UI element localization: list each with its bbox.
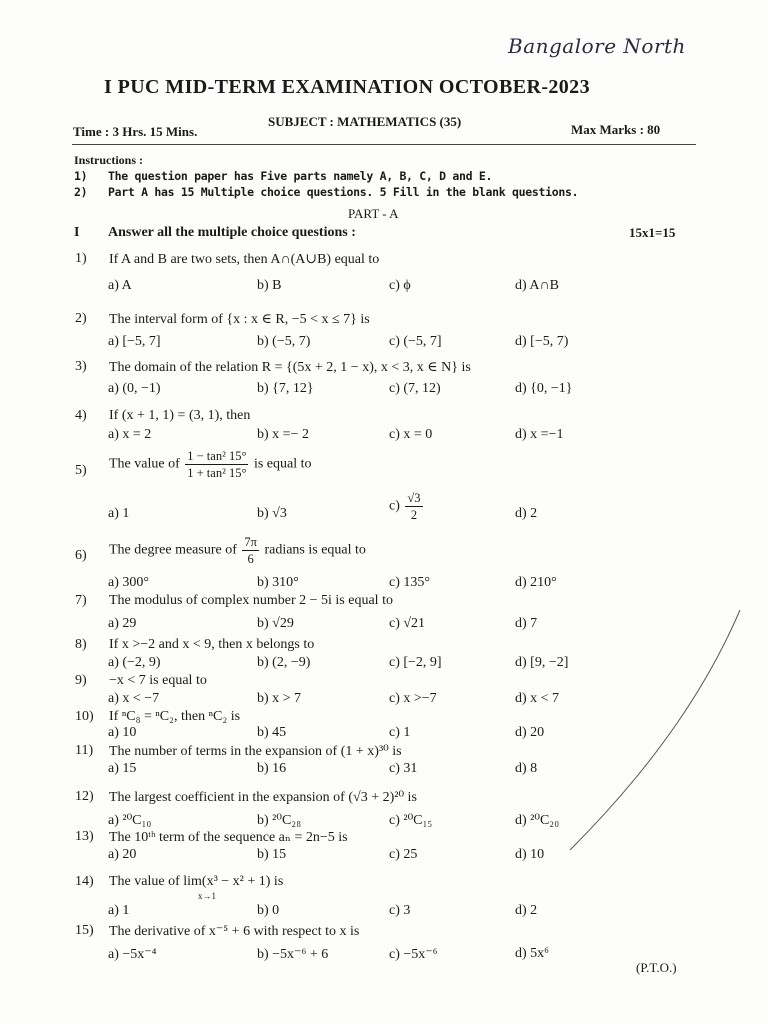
option-c: c) ²⁰C₁₅ — [389, 813, 433, 828]
question-text: If ⁿC₈ = ⁿC₂, then ⁿC₂ is — [109, 709, 241, 724]
option-c: c) √21 — [389, 616, 426, 631]
option-c: c) 3 — [389, 903, 411, 918]
section-marks: 15x1=15 — [629, 225, 676, 240]
max-marks: Max Marks : 80 — [571, 122, 661, 137]
question-text: The 10ᵗʰ term of the sequence aₙ = 2n−5 is — [109, 830, 348, 845]
option-b: b) B — [257, 278, 282, 293]
question-text: The largest coefficient in the expansion of (√3 + 2)²⁰ is — [109, 790, 417, 805]
question-text: If (x + 1, 1) = (3, 1), then — [109, 408, 251, 423]
option-d: d) 20 — [515, 725, 545, 740]
section-instruction: Answer all the multiple choice questions : — [108, 225, 356, 240]
question-number: 4) — [75, 408, 87, 423]
limit-subscript: x→1 — [198, 891, 216, 901]
option-d: d) A∩B — [515, 278, 559, 293]
instructions-heading: Instructions : — [74, 153, 144, 167]
option-d: d) ²⁰C₂₀ — [515, 813, 560, 828]
fraction — [405, 490, 422, 523]
option-d: d) 7 — [515, 616, 538, 631]
option-b: b) ²⁰C₂₈ — [257, 813, 302, 828]
question-text-post: radians is equal to — [264, 542, 366, 558]
option-c — [389, 490, 425, 523]
question-text: The value of lim(x³ − x² + 1) is — [109, 874, 284, 889]
option-a: a) [−5, 7] — [108, 334, 161, 349]
question-number: 9) — [75, 673, 87, 688]
option-c: c) 135° — [389, 575, 430, 590]
option-b: b) −5x⁻⁶ + 6 — [257, 947, 329, 962]
option-d: d) 10 — [515, 847, 545, 862]
option-c-label: c) — [389, 498, 400, 514]
pto-note: (P.T.O.) — [636, 960, 677, 975]
option-b: b) √3 — [257, 506, 287, 521]
option-b: b) √29 — [257, 616, 294, 631]
option-a: a) 20 — [108, 847, 137, 862]
question-text — [109, 534, 366, 567]
option-b: b) x > 7 — [257, 691, 302, 706]
option-b: b) 15 — [257, 847, 287, 862]
option-c: c) (−5, 7] — [389, 334, 442, 349]
part-label: PART - A — [348, 206, 399, 221]
option-d: d) [−5, 7) — [515, 334, 569, 349]
question-number: 7) — [75, 593, 87, 608]
header-divider — [72, 144, 696, 145]
option-c: c) −5x⁻⁶ — [389, 947, 438, 962]
question-text: If A and B are two sets, then A∩(A∪B) equal to — [109, 252, 380, 267]
exam-subject: SUBJECT : MATHEMATICS (35) — [268, 114, 462, 129]
fraction — [242, 534, 259, 567]
question-number: 15) — [75, 923, 94, 938]
question-text-pre: The degree measure of — [109, 542, 237, 558]
question-text-post: is equal to — [253, 456, 312, 472]
option-a: a) (−2, 9) — [108, 655, 161, 670]
question-number: 14) — [75, 874, 94, 889]
option-c: c) x >−7 — [389, 691, 437, 706]
question-text: The derivative of x⁻⁵ + 6 with respect to x is — [109, 924, 360, 939]
option-c: c) 31 — [389, 761, 418, 776]
instruction-item — [74, 169, 492, 183]
option-d: d) 2 — [515, 506, 538, 521]
option-a: a) 10 — [108, 725, 137, 740]
instruction-text: The question paper has Five parts namely A, B, C, D and E. — [108, 169, 493, 183]
question-text-pre: The value of — [109, 456, 180, 472]
question-text: The domain of the relation R = {(5x + 2, 1 − x), x < 3, x ∈ N} is — [109, 360, 471, 375]
question-text: The modulus of complex number 2 − 5i is equal to — [109, 593, 393, 608]
option-a: a) x < −7 — [108, 691, 160, 706]
option-d: d) [9, −2] — [515, 655, 569, 670]
question-number: 6) — [75, 548, 87, 563]
option-c: c) ϕ — [389, 278, 411, 293]
option-d: d) 210° — [515, 575, 557, 590]
option-a: a) (0, −1) — [108, 381, 161, 396]
instruction-item — [74, 185, 578, 199]
fraction-denominator: 1 + tan² 15° — [187, 466, 247, 480]
question-number: 11) — [75, 743, 94, 758]
option-b: b) (−5, 7) — [257, 334, 311, 349]
option-d: d) 2 — [515, 903, 538, 918]
question-number: 2) — [75, 311, 87, 326]
option-b: b) 45 — [257, 725, 287, 740]
instruction-text: Part A has 15 Multiple choice questions. 5 Fill in the blank questions. — [108, 185, 579, 199]
fraction-denominator: 6 — [247, 552, 254, 566]
option-b: b) x =− 2 — [257, 427, 309, 442]
handwritten-note: Bangalore North — [508, 34, 686, 58]
question-text: The interval form of {x : x ∈ R, −5 < x ≤ 7} is — [109, 312, 370, 327]
option-c: c) x = 0 — [389, 427, 433, 442]
section-number: I — [74, 225, 80, 240]
question-text — [109, 448, 312, 481]
question-text: −x < 7 is equal to — [109, 673, 207, 688]
option-d: d) x =−1 — [515, 427, 564, 442]
option-b: b) 0 — [257, 903, 280, 918]
exam-title: I PUC MID-TERM EXAMINATION OCTOBER-2023 — [104, 76, 590, 98]
option-a: a) 1 — [108, 903, 130, 918]
pen-scribble — [560, 600, 760, 860]
option-b: b) (2, −9) — [257, 655, 311, 670]
question-number: 10) — [75, 709, 94, 724]
option-a: a) −5x⁻⁴ — [108, 947, 157, 962]
option-c: c) 1 — [389, 725, 411, 740]
option-a: a) A — [108, 278, 132, 293]
option-a: a) 15 — [108, 761, 137, 776]
question-text: The number of terms in the expansion of (1 + x)³⁰ is — [109, 744, 402, 759]
fraction-numerator: 1 − tan² 15° — [187, 449, 247, 463]
option-c: c) [−2, 9] — [389, 655, 442, 670]
option-d: d) {0, −1} — [515, 381, 573, 396]
question-number: 5) — [75, 463, 87, 478]
fraction — [185, 448, 248, 481]
question-text: If x >−2 and x < 9, then x belongs to — [109, 637, 315, 652]
question-number: 8) — [75, 637, 87, 652]
option-d: d) 5x⁶ — [515, 946, 550, 961]
option-b: b) 310° — [257, 575, 299, 590]
fraction-denominator: 2 — [410, 508, 418, 522]
option-a: a) 29 — [108, 616, 137, 631]
question-number: 13) — [75, 829, 94, 844]
option-a: a) 1 — [108, 506, 130, 521]
question-number: 3) — [75, 359, 87, 374]
option-a: a) 300° — [108, 575, 149, 590]
option-c: c) 25 — [389, 847, 418, 862]
fraction-numerator: 7π — [244, 535, 257, 549]
question-number: 1) — [75, 251, 87, 266]
option-a: a) ²⁰C₁₀ — [108, 813, 152, 828]
option-c: c) (7, 12) — [389, 381, 441, 396]
option-a: a) x = 2 — [108, 427, 152, 442]
instruction-number: 2) — [74, 185, 88, 199]
option-d: d) x < 7 — [515, 691, 560, 706]
instruction-number: 1) — [74, 169, 88, 183]
question-number: 12) — [75, 789, 94, 804]
option-d: d) 8 — [515, 761, 538, 776]
fraction-numerator: √3 — [407, 491, 421, 505]
option-b: b) {7, 12} — [257, 381, 314, 396]
exam-time: Time : 3 Hrs. 15 Mins. — [73, 124, 198, 139]
option-b: b) 16 — [257, 761, 287, 776]
